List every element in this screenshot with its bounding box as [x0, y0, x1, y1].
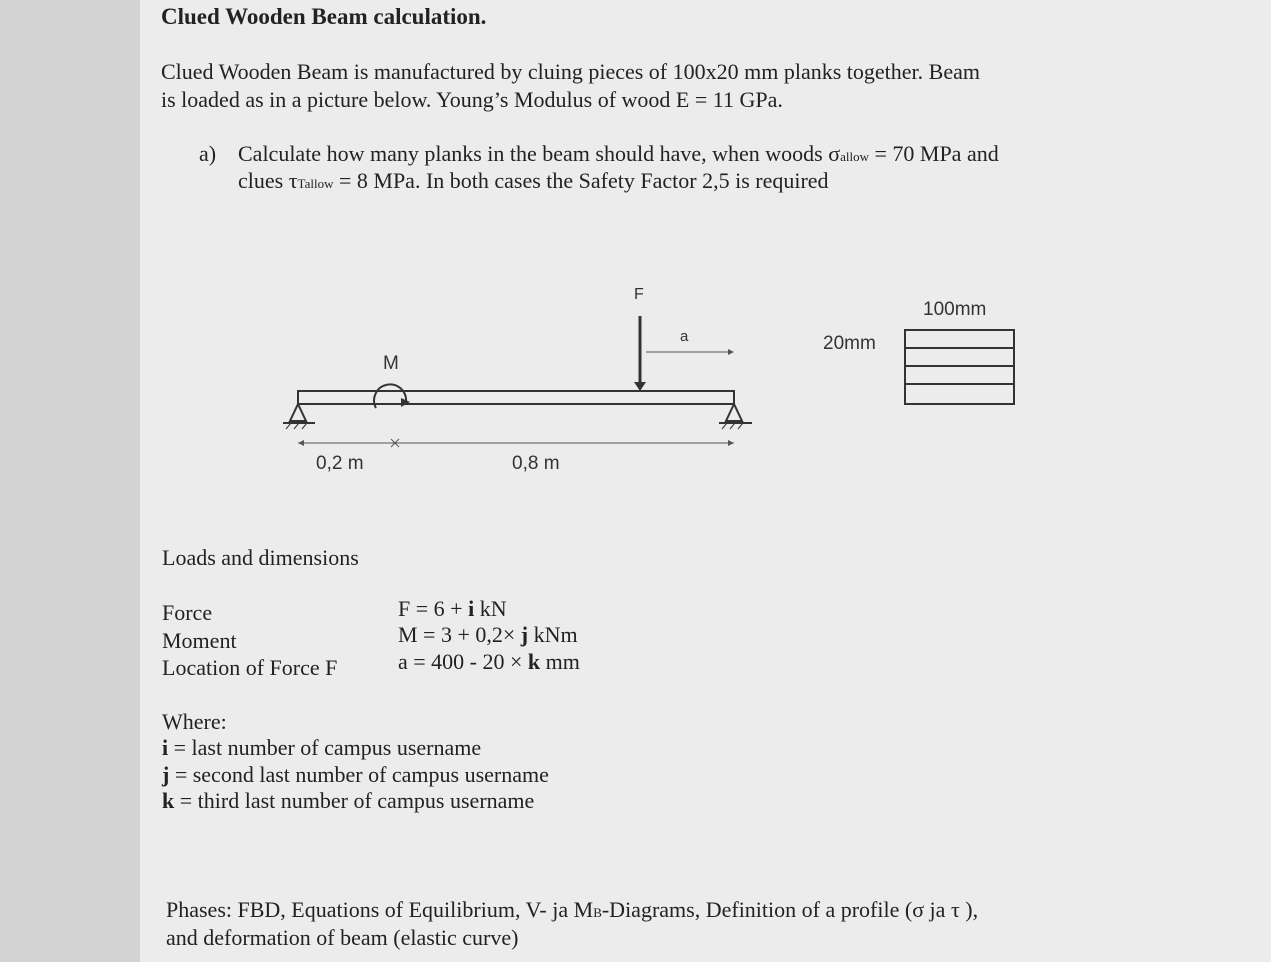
plank-height-label: 20mm	[823, 333, 876, 354]
plank-4	[905, 384, 1014, 404]
load-location-formula: a = 400 - 20 × k mm	[398, 649, 580, 674]
where-k: k = third last number of campus username	[162, 788, 535, 813]
load-force-name: Force	[162, 600, 213, 625]
moment-label: M	[383, 353, 399, 374]
distance-a-label: a	[680, 328, 689, 345]
support-hatching	[286, 423, 743, 429]
section-width-label: 100mm	[923, 299, 987, 320]
load-force-formula: F = 6 + i kN	[398, 596, 507, 621]
plank-3	[905, 366, 1014, 384]
dimension-right-label: 0,8 m	[512, 453, 560, 474]
plank-1	[905, 330, 1014, 348]
loads-heading: Loads and dimensions	[162, 545, 359, 570]
load-moment-formula: M = 3 + 0,2× j kNm	[398, 622, 578, 647]
phases-line-1: Phases: FBD, Equations of Equilibrium, V- ja MB-Diagrams, Definition of a profile (σ ja τ ),	[166, 897, 979, 922]
distance-a-arrowhead	[728, 349, 734, 355]
plank-2	[905, 348, 1014, 366]
dimension-left-label: 0,2 m	[316, 453, 364, 474]
left-support	[290, 404, 306, 421]
cross-section	[905, 330, 1014, 404]
right-support	[726, 404, 742, 421]
intro-line-1: Clued Wooden Beam is manufactured by cluing pieces of 100x20 mm planks together. Beam	[161, 59, 980, 84]
question-a-line-1: Calculate how many planks in the beam should have, when woods σallow = 70 MPa and	[238, 141, 999, 166]
where-i: i = last number of campus username	[162, 735, 482, 760]
document-title: Clued Wooden Beam calculation.	[161, 4, 487, 29]
phases-line-2: and deformation of beam (elastic curve)	[166, 925, 519, 950]
force-label: F	[634, 286, 644, 303]
where-heading: Where:	[162, 709, 227, 734]
where-j: j = second last number of campus username	[162, 762, 549, 787]
question-a-line-2: clues τTallow = 8 MPa. In both cases the Safety Factor 2,5 is required	[238, 168, 829, 193]
beam-body	[298, 391, 734, 404]
force-arrow-head	[634, 382, 646, 391]
question-a-marker: a)	[199, 141, 217, 166]
load-moment-name: Moment	[162, 628, 237, 653]
load-location-name: Location of Force F	[162, 655, 338, 680]
intro-line-2: is loaded as in a picture below. Young’s Modulus of wood E = 11 GPa.	[161, 87, 783, 112]
